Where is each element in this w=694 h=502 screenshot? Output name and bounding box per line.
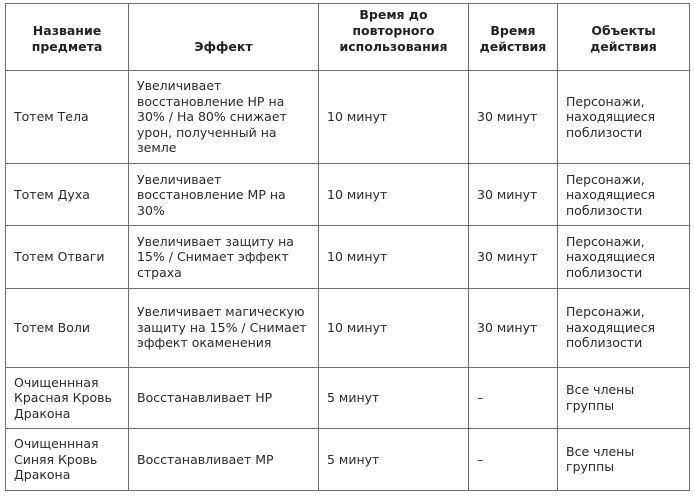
cell-cooldown: 10 минут — [319, 226, 469, 288]
header-duration: Время действия — [469, 4, 558, 71]
cell-targets: Персонажи, находящиеся поблизости — [558, 288, 690, 367]
header-item-name: Название предмета — [6, 4, 129, 71]
cell-effect: Восстанавливает HP — [129, 367, 319, 428]
cell-item-name: Очищеннная Синяя Кровь Дракона — [6, 428, 129, 490]
cell-duration: 30 минут — [469, 71, 558, 164]
header-row — [6, 4, 690, 71]
cell-item-name: Тотем Тела — [6, 71, 129, 164]
cell-effect: Увеличивает восстановление HP на 30% / На 80% снижает урон, полученный на земле — [129, 71, 319, 164]
cell-item-name: Тотем Отваги — [6, 226, 129, 288]
cell-effect: Восстанавливает MP — [129, 428, 319, 490]
cell-cooldown: 5 минут — [319, 428, 469, 490]
table-row — [6, 367, 690, 428]
table-row — [6, 164, 690, 226]
cell-item-name: Тотем Воли — [6, 288, 129, 367]
table-row — [6, 288, 690, 367]
cell-effect: Увеличивает защиту на 15% / Снимает эффект страха — [129, 226, 319, 288]
cell-targets: Персонажи, находящиеся поблизости — [558, 164, 690, 226]
cell-targets: Персонажи, находящиеся поблизости — [558, 226, 690, 288]
cell-duration: – — [469, 367, 558, 428]
cell-targets: Все члены группы — [558, 367, 690, 428]
cell-cooldown: 10 минут — [319, 164, 469, 226]
items-table — [5, 3, 690, 491]
cell-effect: Увеличивает магическую защиту на 15% / Снимает эффект окаменения — [129, 288, 319, 367]
header-cooldown: Время до повторного использования — [319, 4, 469, 71]
cell-cooldown: 10 минут — [319, 71, 469, 164]
cell-duration: 30 минут — [469, 164, 558, 226]
cell-cooldown: 5 минут — [319, 367, 469, 428]
cell-item-name: Тотем Духа — [6, 164, 129, 226]
cell-duration: 30 минут — [469, 288, 558, 367]
table-row — [6, 71, 690, 164]
cell-duration: 30 минут — [469, 226, 558, 288]
cell-effect: Увеличивает восстановление MP на 30% — [129, 164, 319, 226]
table-row — [6, 226, 690, 288]
cell-item-name: Очищеннная Красная Кровь Дракона — [6, 367, 129, 428]
cell-duration: – — [469, 428, 558, 490]
cell-targets: Все члены группы — [558, 428, 690, 490]
cell-cooldown: 10 минут — [319, 288, 469, 367]
header-effect: Эффект — [129, 4, 319, 71]
cell-targets: Персонажи, находящиеся поблизости — [558, 71, 690, 164]
header-targets: Объекты действия — [558, 4, 690, 71]
table-row — [6, 428, 690, 490]
